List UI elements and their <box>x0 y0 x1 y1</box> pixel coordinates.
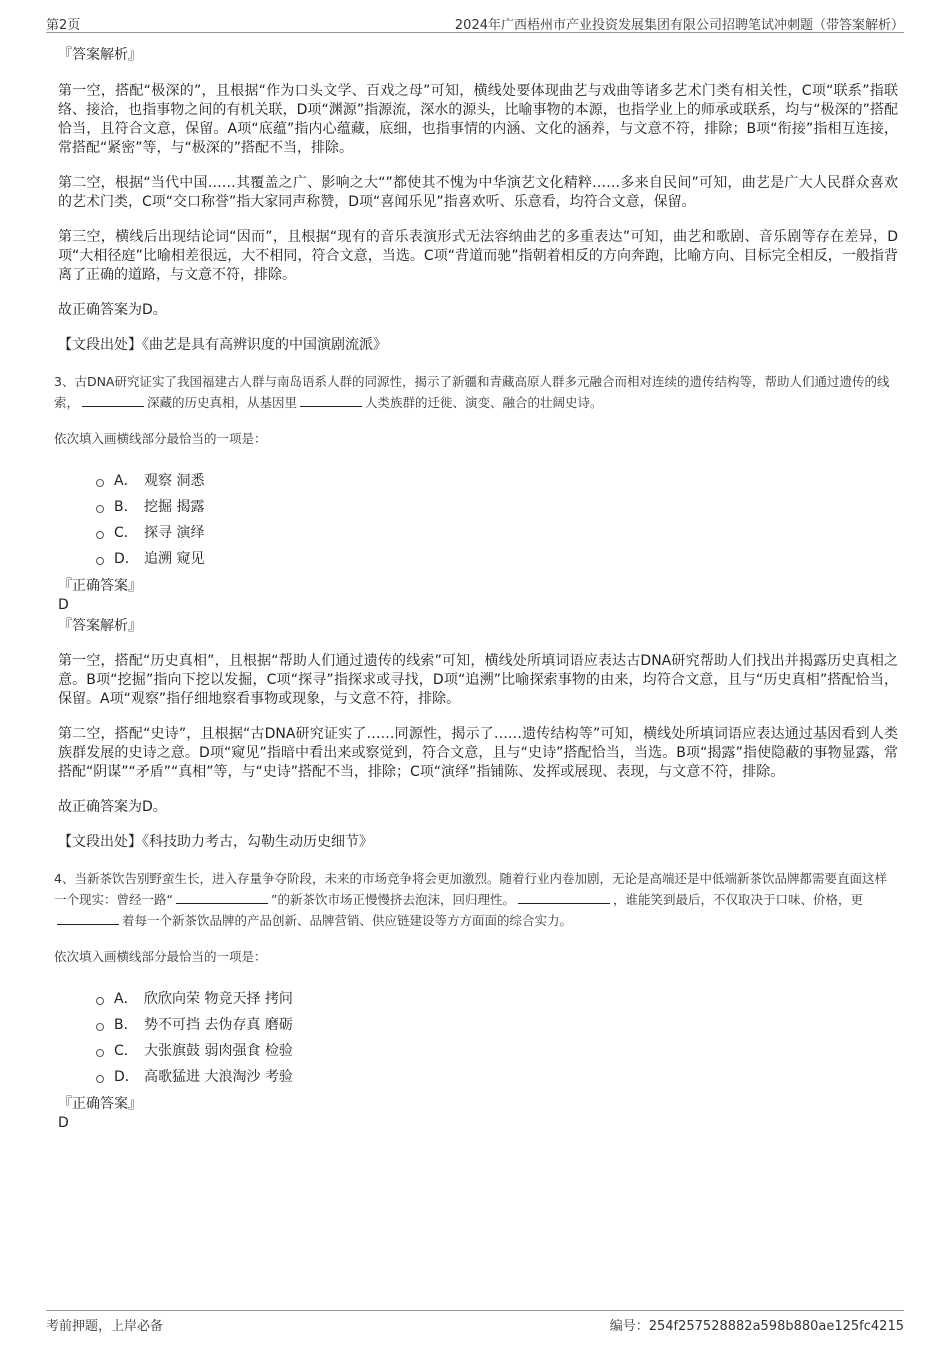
footer-slogan: 考前押题，上岸必备 <box>46 1319 164 1334</box>
correct-answer: D <box>58 597 69 613</box>
radio-icon[interactable] <box>96 479 104 487</box>
question-3-options <box>96 467 898 571</box>
analysis-conclusion: 故正确答案为D。 <box>58 302 167 318</box>
page-header <box>46 12 904 33</box>
option-d[interactable]: D． 追溯 窥见 <box>96 545 898 571</box>
page-footer <box>46 1310 904 1334</box>
question-4-options <box>96 985 898 1089</box>
document-body <box>54 44 898 1135</box>
document-id: 编号：254f257528882a598b880ae125fc4215 <box>609 1319 904 1334</box>
question-4-text: 4、当新茶饮告别野蛮生长，进入存量争夺阶段，未来的市场竞争将会更加激烈。随着行业内卷加剧，无论是高端还是中低端新茶饮品牌都需要直面这样一个现实：曾经一路“ ”的新茶饮市场正慢慢挤去泡沫，回归理性。 ，谁能笑到最后，不仅取决于口味、价格，更着每一个新茶饮品牌的产品创新、品牌营销、供应链建设等方方面面的综合实力。 <box>54 871 887 928</box>
fill-blank <box>57 912 119 925</box>
radio-icon[interactable] <box>96 1049 104 1057</box>
option-d[interactable]: D． 高歌猛进 大浪淘沙 考验 <box>96 1063 898 1089</box>
radio-icon[interactable] <box>96 1023 104 1031</box>
correct-answer-label: 『正确答案』 <box>58 1096 142 1112</box>
fill-blank <box>82 394 144 407</box>
radio-icon[interactable] <box>96 531 104 539</box>
option-c[interactable]: C． 大张旗鼓 弱肉强食 检验 <box>96 1037 898 1063</box>
analysis-paragraph: 第二空，根据“当代中国……其覆盖之广、影响之大“”都使其不愧为中华演艺文化精粹……多来自民间”可知，曲艺是广大人民群众喜欢的艺术门类，C项“交口称誉”指大家同声称赞，D项“喜闻乐见”指喜欢听、乐意看，均符合文意，保留。 <box>58 175 898 210</box>
fill-blank <box>518 891 610 904</box>
option-b[interactable]: B． 挖掘 揭露 <box>96 493 898 519</box>
page-number: 第2页 <box>46 18 81 33</box>
option-c[interactable]: C． 探寻 演绎 <box>96 519 898 545</box>
analysis-paragraph: 第一空，搭配“历史真相”，且根据“帮助人们通过遗传的线索”可知，横线处所填词语应表达古DNA研究帮助人们找出并揭露历史真相之意。B项“挖掘”指向下挖以发掘，C项“探寻”指探求或寻找，D项“追溯”比喻探索事物的由来，均符合文意，且与“历史真相”搭配恰当，保留。A项“观察”指仔细地察看事物或现象，与文意不符，排除。 <box>58 653 898 707</box>
question-prompt: 依次填入画横线部分最恰当的一项是： <box>54 431 267 446</box>
analysis-label: 『答案解析』 <box>58 618 142 634</box>
analysis-label: 『答案解析』 <box>58 47 142 63</box>
option-b[interactable]: B． 势不可挡 去伪存真 磨砺 <box>96 1011 898 1037</box>
fill-blank <box>300 394 362 407</box>
option-a[interactable]: A． 观察 洞悉 <box>96 467 898 493</box>
analysis-paragraph: 第二空，搭配“史诗”，且根据“古DNA研究证实了……同源性，揭示了……遗传结构等”可知，横线处所填词语应表达通过基因看到人类族群发展的史诗之意。D项“窥见”指暗中看出来或察觉到，符合文意，且与“史诗”搭配恰当，当选。B项“揭露”指使隐蔽的事物显露，常搭配“阴谋”“矛盾”“真相”等，与“史诗”搭配不当，排除；C项“演绎”指铺陈、发挥或展现、表现，与文意不符，排除。 <box>58 726 898 780</box>
fill-blank <box>176 891 268 904</box>
correct-answer: D <box>58 1115 69 1131</box>
source-citation: 【文段出处】《科技助力考古，勾勒生动历史细节》 <box>58 834 373 850</box>
source-citation: 【文段出处】《曲艺是具有高辨识度的中国演剧流派》 <box>58 337 387 353</box>
question-3-text: 3、古DNA研究证实了我国福建古人群与南岛语系人群的同源性，揭示了新疆和青藏高原人群多元融合而相对连续的遗传结构等，帮助人们通过遗传的线索， 深藏的历史真相，从基因里 人类族群的迁徙、演变、融合的壮阔史诗。 <box>54 374 890 410</box>
correct-answer-label: 『正确答案』 <box>58 578 142 594</box>
analysis-conclusion: 故正确答案为D。 <box>58 799 167 815</box>
option-a[interactable]: A． 欣欣向荣 物竞天择 拷问 <box>96 985 898 1011</box>
question-prompt: 依次填入画横线部分最恰当的一项是： <box>54 949 267 964</box>
radio-icon[interactable] <box>96 1075 104 1083</box>
radio-icon[interactable] <box>96 505 104 513</box>
analysis-paragraph: 第一空，搭配“极深的”，且根据“作为口头文学、百戏之母”可知，横线处要体现曲艺与戏曲等诸多艺术门类有相关性，C项“联系”指联络、接洽，也指事物之间的有机关联，D项“渊源”指源流，深水的源头，比喻事物的本源，也指学业上的师承或联系，均与“极深的”搭配恰当，且符合文意，保留。A项“底蕴”指内心蕴藏，底细，也指事情的内涵、文化的涵养，与文意不符，排除；B项“衔接”指相互连接，常搭配“紧密”等，与“极深的”搭配不当，排除。 <box>58 83 898 156</box>
analysis-paragraph: 第三空，横线后出现结论词“因而”，且根据“现有的音乐表演形式无法容纳曲艺的多重表达”可知，曲艺和歌剧、音乐剧等存在差异，D项“大相径庭”比喻相差很远，大不相同，符合文意，当选。C项“背道而驰”指朝着相反的方向奔跑，比喻方向、目标完全相反，一般指背离了正确的道路，与文意不符，排除。 <box>58 229 898 283</box>
radio-icon[interactable] <box>96 557 104 565</box>
radio-icon[interactable] <box>96 997 104 1005</box>
document-title: 2024年广西梧州市产业投资发展集团有限公司招聘笔试冲刺题（带答案解析） <box>454 18 904 33</box>
